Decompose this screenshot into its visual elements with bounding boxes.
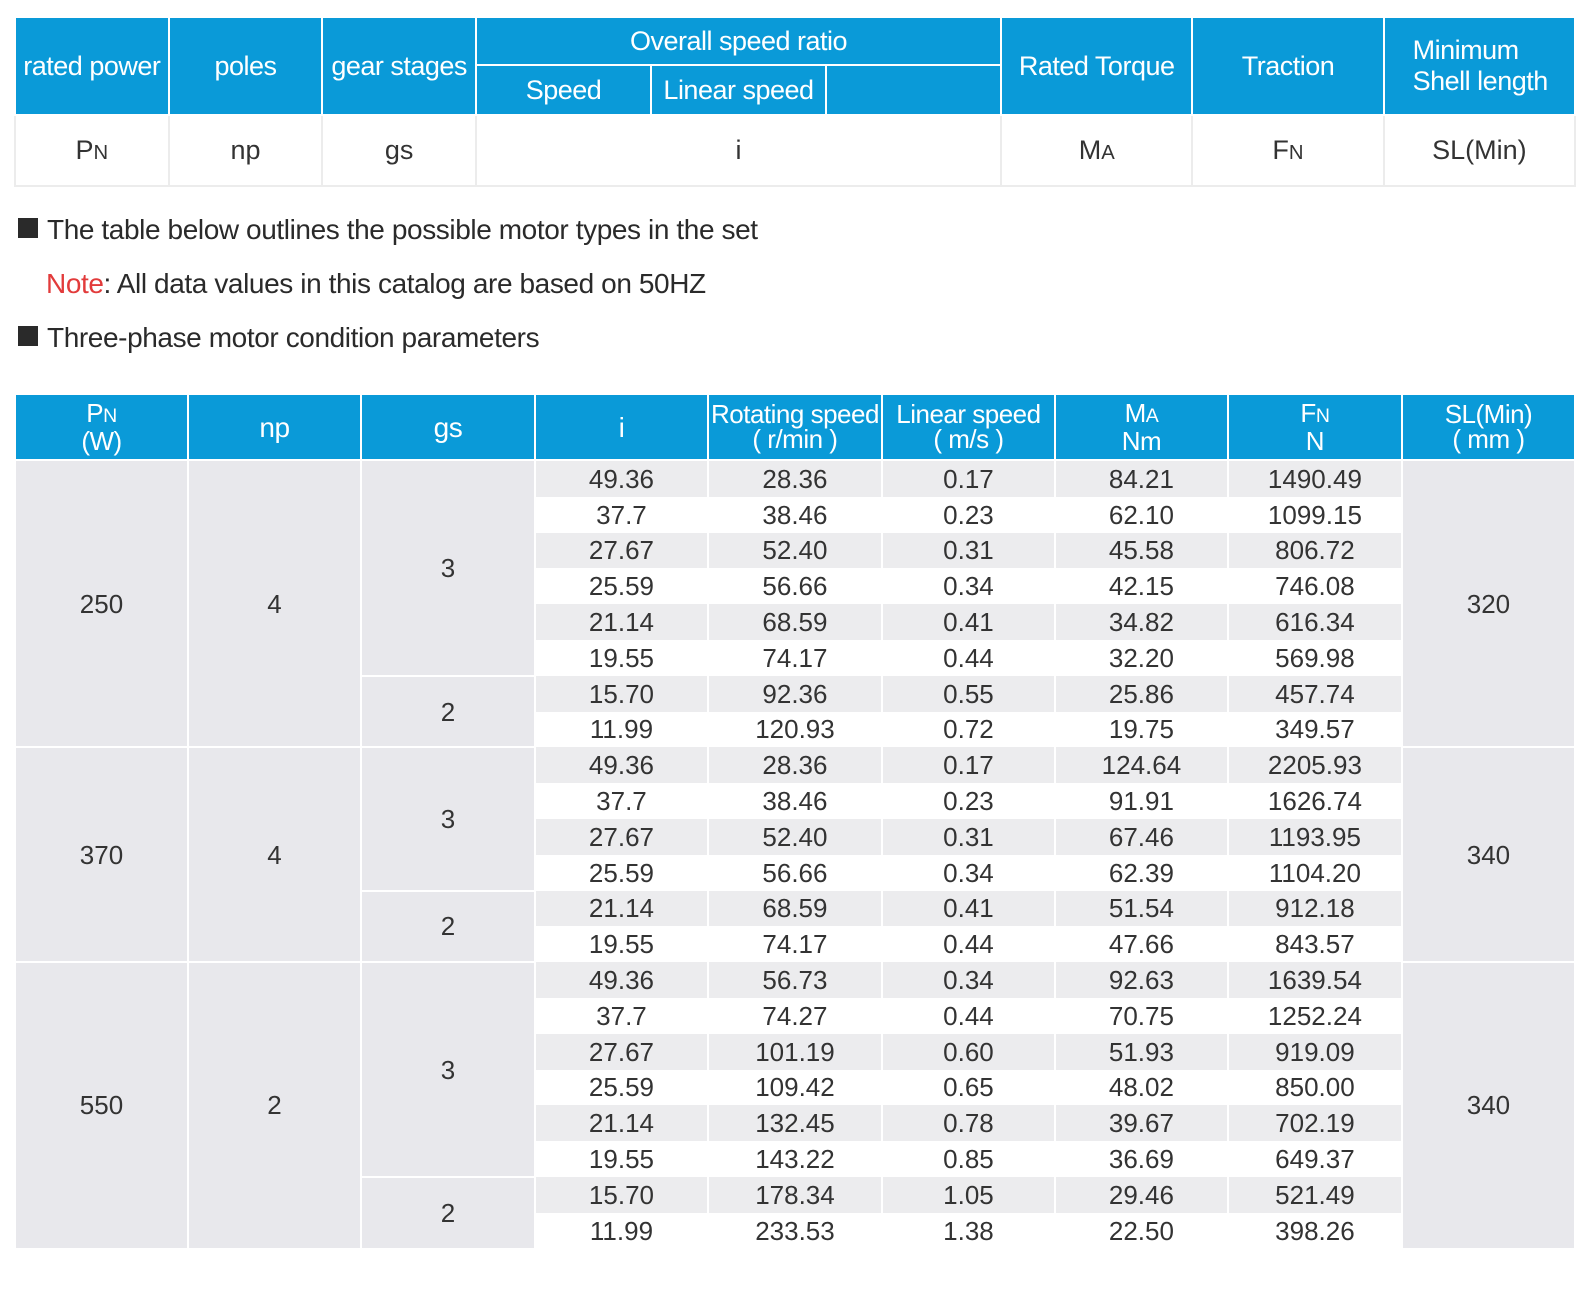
cell-i: 11.99: [535, 712, 708, 748]
legend-header-poles: poles: [169, 17, 323, 115]
cell-i: 49.36: [535, 747, 708, 783]
cell-linear-speed: 0.17: [882, 460, 1055, 497]
cell-fn: 1626.74: [1228, 783, 1402, 819]
cell-ma: 124.64: [1055, 747, 1228, 783]
min-shell-line1: Minimum: [1412, 35, 1519, 65]
cell-fn: 919.09: [1228, 1034, 1402, 1070]
cell-rotating-speed: 92.36: [708, 676, 882, 712]
bullet-square-icon: [18, 218, 38, 238]
cell-gs: 3: [361, 962, 535, 1177]
cell-sl: 320: [1402, 460, 1575, 747]
legend-symbol-i: i: [476, 115, 1001, 186]
header-gs: gs: [361, 395, 535, 460]
legend-header-overall-speed-ratio: Overall speed ratio: [476, 17, 1001, 65]
cell-ma: 47.66: [1055, 926, 1228, 962]
legend-header-gear-stages: gear stages: [322, 17, 476, 115]
cell-i: 19.55: [535, 640, 708, 676]
cell-linear-speed: 0.78: [882, 1105, 1055, 1141]
note-three-phase: Three-phase motor condition parameters: [18, 322, 539, 354]
header-i: i: [535, 395, 708, 460]
cell-fn: 1104.20: [1228, 855, 1402, 891]
cell-ma: 62.39: [1055, 855, 1228, 891]
cell-rotating-speed: 56.73: [708, 962, 882, 998]
table-row: [15, 747, 1575, 783]
cell-pn: 370: [15, 747, 188, 962]
table-row: [15, 460, 1575, 497]
cell-rotating-speed: 143.22: [708, 1141, 882, 1177]
cell-ma: 62.10: [1055, 497, 1228, 533]
cell-linear-speed: 0.41: [882, 604, 1055, 640]
min-shell-line2: Shell length: [1412, 66, 1548, 96]
cell-fn: 569.98: [1228, 640, 1402, 676]
cell-np: 4: [188, 747, 361, 962]
cell-rotating-speed: 109.42: [708, 1070, 882, 1106]
cell-linear-speed: 0.55: [882, 676, 1055, 712]
cell-rotating-speed: 74.17: [708, 926, 882, 962]
cell-fn: 457.74: [1228, 676, 1402, 712]
legend-header-traction: Traction: [1192, 17, 1383, 115]
cell-rotating-speed: 38.46: [708, 783, 882, 819]
legend-header-min-shell-length: [1384, 17, 1575, 115]
cell-gs: 2: [361, 1177, 535, 1249]
cell-ma: 42.15: [1055, 568, 1228, 604]
cell-np: 4: [188, 460, 361, 747]
cell-i: 11.99: [535, 1213, 708, 1249]
header-fn: FN N: [1228, 395, 1402, 460]
cell-ma: 36.69: [1055, 1141, 1228, 1177]
cell-i: 37.7: [535, 783, 708, 819]
cell-i: 15.70: [535, 676, 708, 712]
cell-ma: 45.58: [1055, 533, 1228, 569]
cell-i: 25.59: [535, 1070, 708, 1106]
cell-linear-speed: 1.38: [882, 1213, 1055, 1249]
cell-i: 15.70: [535, 1177, 708, 1213]
table-row: [15, 962, 1575, 998]
spec-table: [14, 395, 1576, 1250]
cell-i: 21.14: [535, 1105, 708, 1141]
cell-rotating-speed: 38.46: [708, 497, 882, 533]
cell-ma: 39.67: [1055, 1105, 1228, 1141]
cell-ma: 91.91: [1055, 783, 1228, 819]
bullet-square-icon: [18, 326, 38, 346]
header-pn: PN (W): [15, 395, 188, 460]
cell-rotating-speed: 74.17: [708, 640, 882, 676]
cell-linear-speed: 0.44: [882, 926, 1055, 962]
cell-rotating-speed: 233.53: [708, 1213, 882, 1249]
cell-linear-speed: 0.17: [882, 747, 1055, 783]
cell-rotating-speed: 132.45: [708, 1105, 882, 1141]
cell-rotating-speed: 101.19: [708, 1034, 882, 1070]
cell-pn: 250: [15, 460, 188, 747]
cell-gs: 2: [361, 676, 535, 748]
cell-rotating-speed: 28.36: [708, 460, 882, 497]
cell-fn: 1252.24: [1228, 998, 1402, 1034]
cell-gs: 2: [361, 891, 535, 963]
cell-rotating-speed: 56.66: [708, 568, 882, 604]
cell-fn: 349.57: [1228, 712, 1402, 748]
cell-fn: 746.08: [1228, 568, 1402, 604]
cell-i: 21.14: [535, 891, 708, 927]
cell-ma: 48.02: [1055, 1070, 1228, 1106]
cell-i: 27.67: [535, 1034, 708, 1070]
cell-linear-speed: 0.34: [882, 962, 1055, 998]
cell-ma: 92.63: [1055, 962, 1228, 998]
cell-fn: 649.37: [1228, 1141, 1402, 1177]
cell-linear-speed: 0.31: [882, 819, 1055, 855]
cell-rotating-speed: 28.36: [708, 747, 882, 783]
cell-i: 37.7: [535, 998, 708, 1034]
cell-pn: 550: [15, 962, 188, 1248]
cell-i: 49.36: [535, 962, 708, 998]
cell-rotating-speed: 178.34: [708, 1177, 882, 1213]
cell-linear-speed: 0.65: [882, 1070, 1055, 1106]
header-np: np: [188, 395, 361, 460]
cell-i: 25.59: [535, 855, 708, 891]
cell-ma: 70.75: [1055, 998, 1228, 1034]
cell-fn: 1639.54: [1228, 962, 1402, 998]
cell-rotating-speed: 52.40: [708, 533, 882, 569]
cell-linear-speed: 0.23: [882, 783, 1055, 819]
note-motor-types: The table below outlines the possible motor types in the set: [18, 214, 758, 246]
cell-ma: 51.93: [1055, 1034, 1228, 1070]
header-linear-speed: Linear speed ( m/s ): [882, 395, 1055, 460]
cell-i: 19.55: [535, 926, 708, 962]
cell-ma: 84.21: [1055, 460, 1228, 497]
header-rotating-speed: Rotating speed ( r/min ): [708, 395, 882, 460]
cell-rotating-speed: 68.59: [708, 604, 882, 640]
cell-fn: 912.18: [1228, 891, 1402, 927]
cell-ma: 32.20: [1055, 640, 1228, 676]
cell-ma: 51.54: [1055, 891, 1228, 927]
cell-fn: 702.19: [1228, 1105, 1402, 1141]
cell-np: 2: [188, 962, 361, 1248]
header-sl: SL(Min) ( mm ): [1402, 395, 1575, 460]
cell-i: 21.14: [535, 604, 708, 640]
cell-rotating-speed: 52.40: [708, 819, 882, 855]
cell-i: 27.67: [535, 819, 708, 855]
note-label: Note: [46, 268, 104, 299]
cell-fn: 521.49: [1228, 1177, 1402, 1213]
cell-ma: 19.75: [1055, 712, 1228, 748]
legend-header-speed: Speed: [476, 65, 651, 115]
cell-fn: 850.00: [1228, 1070, 1402, 1106]
cell-fn: 1490.49: [1228, 460, 1402, 497]
cell-fn: 843.57: [1228, 926, 1402, 962]
cell-rotating-speed: 68.59: [708, 891, 882, 927]
cell-linear-speed: 0.72: [882, 712, 1055, 748]
cell-rotating-speed: 56.66: [708, 855, 882, 891]
cell-linear-speed: 0.34: [882, 568, 1055, 604]
cell-linear-speed: 0.85: [882, 1141, 1055, 1177]
cell-i: 27.67: [535, 533, 708, 569]
legend-symbol-ma: MA: [1001, 115, 1192, 186]
cell-rotating-speed: 120.93: [708, 712, 882, 748]
legend-header-blank: [826, 65, 1001, 115]
cell-linear-speed: 0.23: [882, 497, 1055, 533]
cell-rotating-speed: 74.27: [708, 998, 882, 1034]
header-ma: MA Nm: [1055, 395, 1228, 460]
cell-linear-speed: 0.44: [882, 640, 1055, 676]
cell-fn: 1193.95: [1228, 819, 1402, 855]
cell-i: 19.55: [535, 1141, 708, 1177]
cell-ma: 67.46: [1055, 819, 1228, 855]
cell-fn: 398.26: [1228, 1213, 1402, 1249]
cell-i: 25.59: [535, 568, 708, 604]
cell-i: 49.36: [535, 460, 708, 497]
legend-symbol-gs: gs: [322, 115, 476, 186]
legend-header-linear-speed: Linear speed: [651, 65, 826, 115]
cell-fn: 616.34: [1228, 604, 1402, 640]
cell-fn: 2205.93: [1228, 747, 1402, 783]
cell-linear-speed: 1.05: [882, 1177, 1055, 1213]
legend-table: [14, 16, 1576, 187]
legend-symbol-pn: PN: [15, 115, 169, 186]
cell-ma: 29.46: [1055, 1177, 1228, 1213]
legend-header-rated-power: rated power: [15, 17, 169, 115]
cell-gs: 3: [361, 747, 535, 890]
cell-fn: 1099.15: [1228, 497, 1402, 533]
cell-i: 37.7: [535, 497, 708, 533]
spec-table-body: [15, 460, 1575, 1249]
cell-linear-speed: 0.41: [882, 891, 1055, 927]
cell-ma: 25.86: [1055, 676, 1228, 712]
cell-linear-speed: 0.31: [882, 533, 1055, 569]
cell-ma: 34.82: [1055, 604, 1228, 640]
cell-ma: 22.50: [1055, 1213, 1228, 1249]
cell-fn: 806.72: [1228, 533, 1402, 569]
legend-header-rated-torque: Rated Torque: [1001, 17, 1192, 115]
legend-symbol-sl: SL(Min): [1384, 115, 1575, 186]
cell-linear-speed: 0.34: [882, 855, 1055, 891]
note-50hz: Note: All data values in this catalog are based on 50HZ: [46, 268, 706, 299]
legend-symbol-fn: FN: [1192, 115, 1383, 186]
cell-sl: 340: [1402, 962, 1575, 1248]
cell-linear-speed: 0.60: [882, 1034, 1055, 1070]
cell-linear-speed: 0.44: [882, 998, 1055, 1034]
legend-symbol-np: np: [169, 115, 323, 186]
cell-sl: 340: [1402, 747, 1575, 962]
cell-gs: 3: [361, 460, 535, 676]
